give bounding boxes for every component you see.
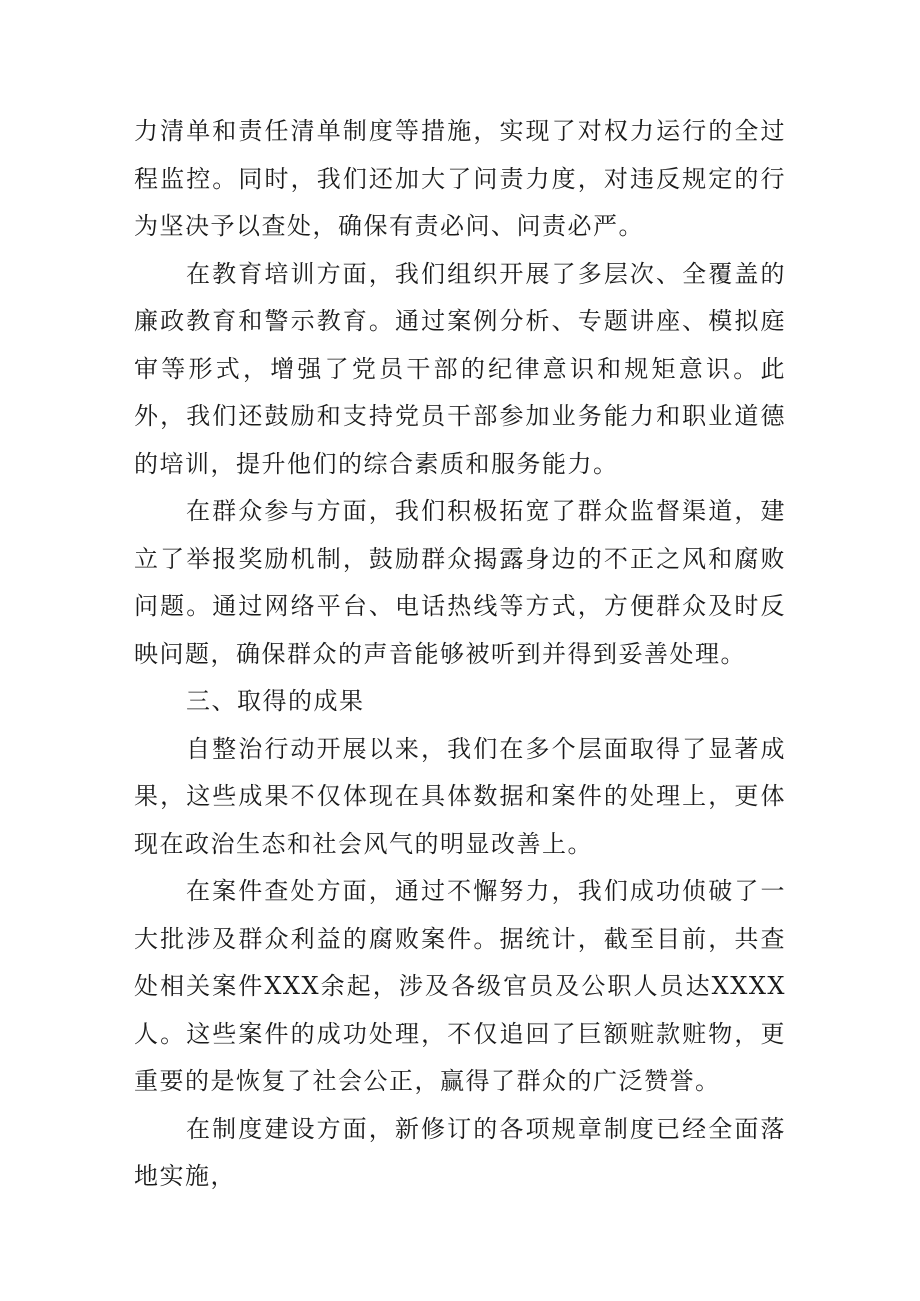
paragraph-public-participation: 在群众参与方面，我们积极拓宽了群众监督渠道，建立了举报奖励机制，鼓励群众揭露身边的不正之风和腐败问题。通过网络平台、电话热线等方式，方便群众及时反映问题，确保群众的声音能够被听到并得到妥善处理。 — [134, 497, 786, 668]
paragraph-continued: 力清单和责任清单制度等措施，实现了对权力运行的全过程监控。同时，我们还加大了问责力度，对违反规定的行为坚决予以查处，确保有责必问、问责必严。 — [134, 117, 786, 240]
paragraph-case-investigation: 在案件查处方面，通过不懈努力，我们成功侦破了一大批涉及群众利益的腐败案件。据统计，截至目前，共查处相关案件XXX余起，涉及各级官员及公职人员达XXXX人。这些案件的成功处理，不仅追回了巨额赃款赃物，更重要的是恢复了社会公正，赢得了群众的广泛赞誉。 — [134, 877, 786, 1095]
section-heading-results: 三、取得的成果 — [186, 687, 365, 715]
paragraph-education-training: 在教育培训方面，我们组织开展了多层次、全覆盖的廉政教育和警示教育。通过案例分析、专题讲座、模拟庭审等形式，增强了党员干部的纪律意识和规矩意识。此外，我们还鼓励和支持党员干部参加业务能力和职业道德的培训，提升他们的综合素质和服务能力。 — [134, 259, 786, 478]
document-body — [134, 108, 786, 1201]
paragraph-results-intro: 自整治行动开展以来，我们在多个层面取得了显著成果，这些成果不仅体现在具体数据和案件的处理上，更体现在政治生态和社会风气的明显改善上。 — [134, 734, 786, 858]
paragraph-institution-building: 在制度建设方面，新修订的各项规章制度已经全面落地实施， — [134, 1114, 786, 1190]
